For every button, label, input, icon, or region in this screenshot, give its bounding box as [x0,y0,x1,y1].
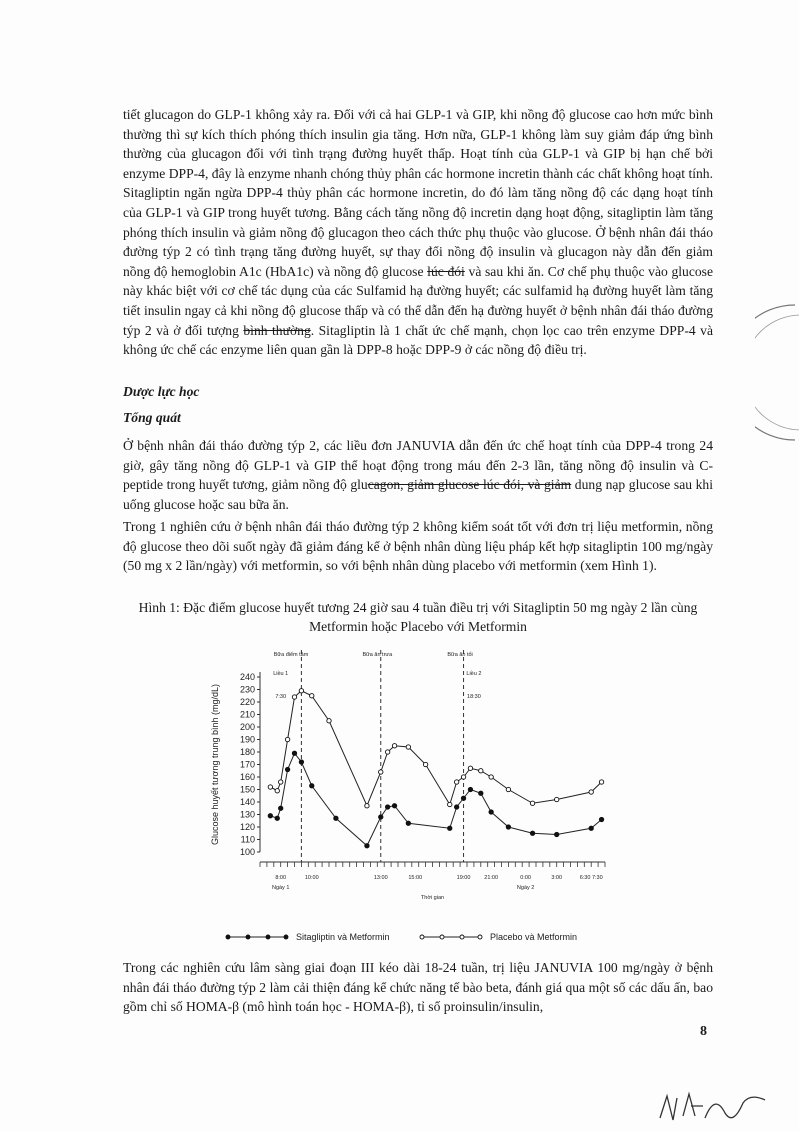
legend-label: Placebo và Metformin [490,932,578,942]
data-point [279,780,283,784]
data-point [506,825,510,829]
paragraph-general [123,436,713,514]
legend-marker [266,935,270,939]
strike-text-fasting: lúc đói [427,263,465,279]
x-tick-label: 3:00 [551,875,563,881]
y-tick-label: 180 [239,747,255,757]
day-label: Ngày 1 [271,885,290,891]
data-point [379,815,383,819]
dose-label: Liều 1 [273,671,289,677]
data-point [268,785,272,789]
data-point [379,770,383,774]
paragraph-mechanism [123,105,713,360]
data-point [479,769,483,773]
legend-marker [440,935,444,939]
x-tick-label: 6:30 7:30 [579,875,603,881]
y-tick-label: 110 [240,834,255,845]
data-point [555,832,559,836]
x-tick-label: 0:00 [520,875,532,881]
data-point [385,805,389,809]
data-point [310,694,314,698]
data-point [334,816,338,820]
y-tick-label: 230 [239,684,255,695]
series-line [270,691,601,806]
data-point [365,844,369,848]
meal-label: Bữa điểm tâm [273,652,309,658]
general-text-a: Ở bệnh nhân đái tháo đường týp 2, các liều đơn JANUVIA dẫn đến ức chế hoạt tính của DPP-4 trong 24 giờ, gây tăng nồng độ GLP-1 và GIP thể hoạt động trong máu đến 2-3 lần, tăng nồng độ insulin và C-peptide trong huyết tương, giảm nồng độ glu [123,438,713,493]
x-tick-label: 10:00 [304,875,319,881]
x-tick-label: 19:00 [456,875,471,881]
y-tick-label: 130 [239,809,255,820]
data-point [555,797,559,801]
figure-caption: Hình 1: Đặc điểm glucose huyết tương 24 giờ sau 4 tuần điều trị với Sitagliptin 50 mg ngày 2 lần cùng Metformin hoặc Placebo với Metformin [138,600,698,634]
data-point [299,689,303,693]
legend-marker [478,935,482,939]
data-point [530,801,534,805]
stamp-fragment [755,300,799,450]
data-point [279,806,283,810]
data-point [285,737,289,741]
data-point [489,810,493,814]
x-tick-label: 15:00 [408,875,423,881]
mechanism-text-a: tiết glucagon do GLP-1 không xảy ra. Đối với cả hai GLP-1 và GIP, khi nồng độ glucose cao hơn mức bình thường thì sự kích thích phóng thích insulin gia tăng. Hơn nữa, GLP-1 không làm suy giảm đáp ứng bình thường của glucagon đối với tình trạng đường huyết thấp. Hoạt tính của GLP-1 và GIP bị hạn chế bởi enzyme DPP-4, đây là enzyme nhanh chóng thủy phân các hormone incretin thành các chất không hoạt tính. Sitagliptin ngăn ngừa DPP-4 thủy phân các hormone incretin, do đó làm tăng nồng độ các dạng hoạt tính của GLP-1 và GIP trong huyết tương. Bằng cách tăng nồng độ incretin dạng hoạt động, sitagliptin làm tăng phóng thích insulin và giảm nồng độ glucagon theo cách thức phụ thuộc vào glucose. Ở bệnh nhân đái tháo đường týp 2 có tình trạng tăng đường huyết, sự thay đổi nồng độ insulin và glucagon này dẫn đến giảm nồng độ hemoglobin A1c (HbA1c) và nồng độ glucose [123,107,713,279]
legend-label: Sitagliptin và Metformin [296,932,390,942]
y-tick-label: 240 [239,672,255,682]
paragraph-study: Trong 1 nghiên cứu ở bệnh nhân đái tháo đường týp 2 không kiểm soát tốt với đơn trị liệu metformin, nồng độ glucose theo dõi suốt ngày đã giảm đáng kể ở bệnh nhân dùng liệu pháp kết hợp sitagliptin 100 mg/ngày (50 mg x 2 lần/ngày) với metformin, so với bệnh nhân dùng placebo với metformin (xem Hình 1). [123,519,713,574]
series-line [270,753,601,846]
y-axis-label: Glucose huyết tương trung bình (mg/dL) [210,683,220,846]
data-point [275,816,279,820]
y-tick-label: 140 [239,797,255,807]
y-tick-label: 220 [239,697,255,707]
data-point [454,805,458,809]
data-point [385,750,389,754]
data-point [489,775,493,779]
strike-text-normal: bình thường [243,322,311,338]
y-tick-label: 160 [239,772,255,782]
data-point [310,784,314,788]
x-tick-label: 8:00 [275,875,287,881]
strike-text-glucagon: cagon, giảm glucose lúc đói, và giảm [367,477,572,493]
signature [655,1088,775,1128]
y-tick-label: 200 [239,722,255,732]
legend-marker [420,935,424,939]
data-point [423,762,427,766]
x-tick-label: 21:00 [484,875,499,881]
data-point [292,751,296,755]
y-tick-label: 100 [239,847,255,857]
data-point [454,780,458,784]
data-point [599,817,603,821]
y-tick-label: 170 [239,759,255,770]
glucose-chart [200,640,620,960]
data-point [268,814,272,818]
y-tick-label: 150 [239,784,255,795]
data-point [392,744,396,748]
data-point [448,826,452,830]
heading-general: Tổng quát [123,410,181,425]
dose-time-label: 18:30 [467,694,481,700]
mechanism-text-b: và sau khi ăn. Cơ chế phụ thuộc vào glucose này khác biệt với cơ chế tác dụng của các Sulfamid hạ đường huyết; các sulfamid hạ đường huyết làm tăng tiết insulin ngay cả khi nồng độ glucose thấp và có thể dẫn đến hạ đường huyết ở bệnh nhân đái tháo đường týp 2 và ở đối tượng [123,263,714,338]
chart-svg [200,640,620,960]
day-label: Ngày 2 [516,885,535,891]
x-tick-label: 13:00 [373,875,388,881]
meal-label: Bữa ăn trưa [362,652,393,658]
data-point [589,790,593,794]
x-axis-label: Thời gian [420,895,445,901]
y-tick-label: 190 [239,734,255,745]
data-point [506,787,510,791]
heading-pharmacodynamics: Dược lực học [123,384,200,399]
data-point [299,760,303,764]
data-point [406,821,410,825]
data-point [406,745,410,749]
data-point [599,780,603,784]
data-point [589,826,593,830]
data-point [327,719,331,723]
data-point [365,804,369,808]
data-point [292,695,296,699]
meal-label: Bữa ăn tối [447,652,473,658]
data-point [275,789,279,793]
mechanism-text-c: . Sitagliptin là 1 chất ức chế mạnh, chọn lọc cao trên enzyme DPP-4 và không ức chế các enzyme liên quan gần là DPP-8 hoặc DPP-9 ở các nồng độ điều trị. [123,322,713,358]
dose-label: Liều 2 [466,671,482,677]
data-point [468,766,472,770]
data-point [448,802,452,806]
legend-marker [226,935,230,939]
page-number: 8 [700,1024,707,1039]
legend-marker [284,935,288,939]
legend-marker [460,935,464,939]
y-tick-label: 120 [239,822,255,832]
paragraph-phase3: Trong các nghiên cứu lâm sàng giai đoạn III kéo dài 18-24 tuần, trị liệu JANUVIA 100 mg/ngày ở bệnh nhân đái tháo đường týp 2 làm cải thiện đáng kể chức năng tế bào beta, đánh giá qua một số các dấu ấn, bao gồm chỉ số HOMA-β (mô hình toán học - HOMA-β), tỉ số proinsulin/insulin, [123,960,713,1015]
general-text-b: dung nạp glucose sau khi uống glucose hoặc sau bữa ăn. [123,477,713,512]
data-point [468,787,472,791]
data-point [392,804,396,808]
data-point [479,791,483,795]
data-point [285,767,289,771]
data-point [530,831,534,835]
y-tick-label: 210 [239,709,255,720]
dose-time-label: 7:30 [275,694,287,700]
legend-marker [246,935,250,939]
data-point [461,796,465,800]
data-point [461,775,465,779]
